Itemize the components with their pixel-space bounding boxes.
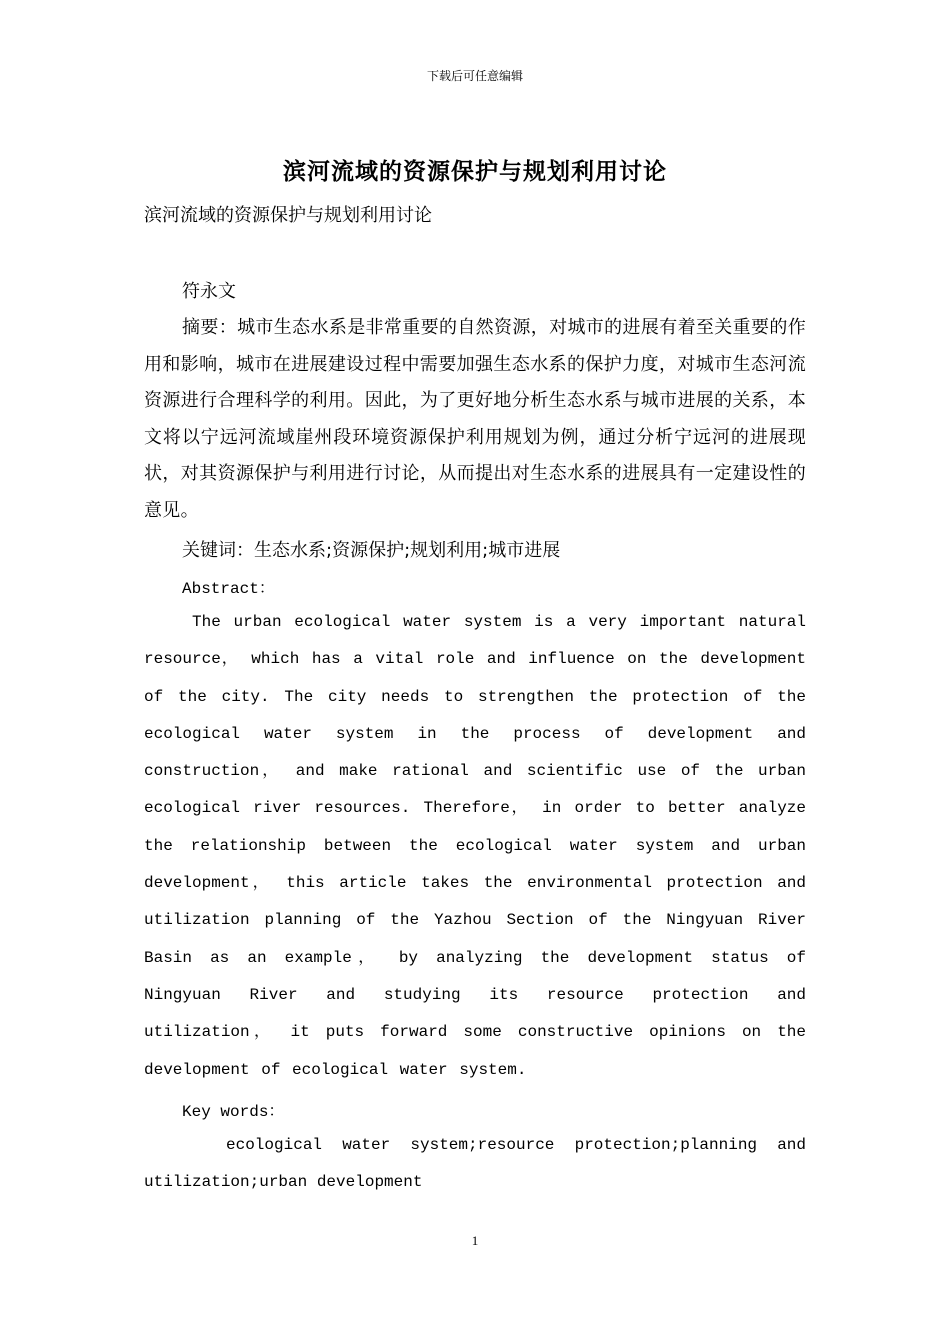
document-subtitle: 滨河流域的资源保护与规划利用讨论 <box>144 205 432 226</box>
document-title: 滨河流域的资源保护与规划利用讨论 <box>283 159 667 185</box>
header-note: 下载后可任意编辑 <box>426 69 523 83</box>
keywords-english: ecological water system;resource protection;planning and utilization;urban development <box>144 1136 806 1192</box>
keywords-label-english: Key words： <box>182 1103 285 1121</box>
abstract-chinese: 摘要：城市生态水系是非常重要的自然资源，对城市的进展有着至关重要的作用和影响，城市在进展建设过程中需要加强生态水系的保护力度，对城市生态河流资源进行合理科学的利用。因此，为了更好地分析生态水系与城市进展的关系，本文将以宁远河流域崖州段环境资源保护利用规划为例，通过分析宁远河的进展现状，对其资源保护与利用进行讨论，从而提出对生态水系的进展具有一定建设性的意见。 <box>144 317 806 521</box>
keywords-chinese: 关键词：生态水系;资源保护;规划利用;城市进展 <box>182 540 561 561</box>
abstract-english: The urban ecological water system is a very important natural resource， which has a vital role and influence on the development of the city. The city needs to strengthen the protection of the ecological water system in the process of development and construction， and make rational and scientific use of the urban ecological river resources. Therefore， in order to better analyze the relationship between the ecological water system and urban development， this article takes the environmental protection and utilization planning of the Yazhou Section of the Ningyuan River Basin as an example， by analyzing the development status of Ningyuan River and studying its resource protection and utilization， it puts forward some constructive opinions on the development of ecological water system. <box>144 613 807 1079</box>
author-name: 符永文 <box>182 281 236 302</box>
abstract-label-english: Abstract： <box>182 580 275 598</box>
page-number: 1 <box>471 1233 479 1248</box>
